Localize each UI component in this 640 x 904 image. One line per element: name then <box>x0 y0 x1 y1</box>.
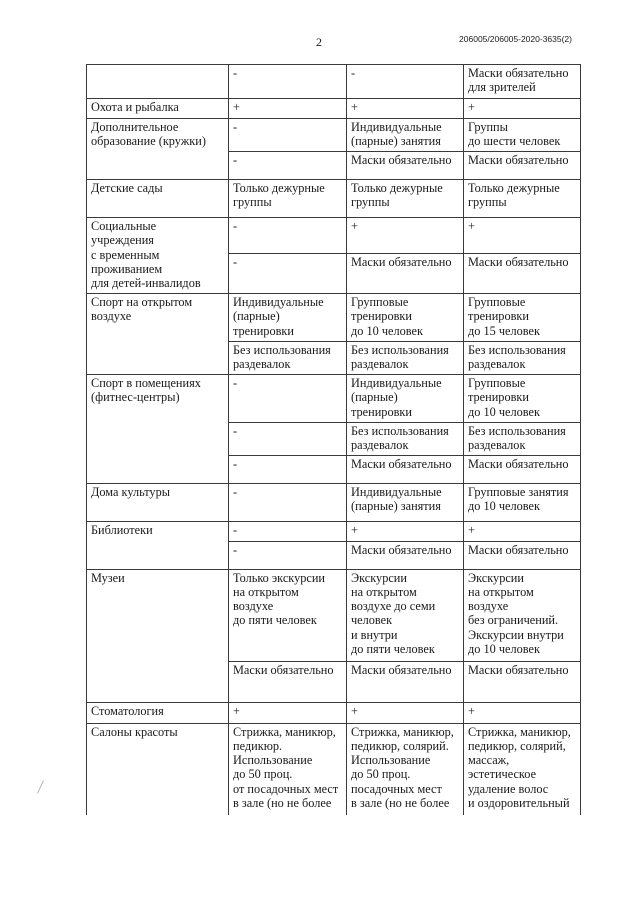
stage-1-cell: - <box>229 483 347 521</box>
stage-3-cell: Без использования раздевалок <box>464 342 581 375</box>
stage-3-cell: + <box>464 218 581 254</box>
table-row <box>87 218 581 254</box>
stage-2-cell: Групповые тренировки до 10 человек <box>347 294 464 342</box>
stage-3-cell: + <box>464 521 581 541</box>
activity-cell: Спорт на открытом воздухе <box>87 294 229 375</box>
activity-cell: Библиотеки <box>87 521 229 569</box>
activity-cell: Спорт в помещениях (фитнес-центры) <box>87 375 229 484</box>
stage-1-cell: - <box>229 152 347 180</box>
table-row <box>87 521 581 541</box>
stage-2-cell: Индивидуальные (парные) тренировки <box>347 375 464 423</box>
stage-1-cell: - <box>229 455 347 483</box>
stage-2-cell: Экскурсии на открытом воздухе до семи человек и внутри до пяти человек <box>347 569 464 661</box>
table-row <box>87 119 581 152</box>
activity-cell: Охота и рыбалка <box>87 99 229 119</box>
table-row <box>87 723 581 815</box>
stage-3-cell: Маски обязательно для зрителей <box>464 65 581 99</box>
stage-3-cell: Маски обязательно <box>464 254 581 294</box>
stage-2-cell: + <box>347 521 464 541</box>
table-row <box>87 180 581 218</box>
stage-3-cell: Групповые тренировки до 15 человек <box>464 294 581 342</box>
activity-cell: Дома культуры <box>87 483 229 521</box>
stage-1-cell: Маски обязательно <box>229 661 347 702</box>
stage-3-cell: Только дежурные группы <box>464 180 581 218</box>
stage-3-cell: Маски обязательно <box>464 455 581 483</box>
stage-1-cell: - <box>229 119 347 152</box>
stage-2-cell: Маски обязательно <box>347 541 464 569</box>
stage-1-cell: - <box>229 65 347 99</box>
stage-1-cell: - <box>229 423 347 456</box>
stage-3-cell: Групповые занятия до 10 человек <box>464 483 581 521</box>
stage-1-cell: - <box>229 375 347 423</box>
table-row <box>87 65 581 99</box>
stage-2-cell: Маски обязательно <box>347 661 464 702</box>
activity-cell: Дополнительное образование (кружки) <box>87 119 229 180</box>
scan-mark <box>37 780 44 793</box>
stage-1-cell: Только экскурсии на открытом воздухе до пяти человек <box>229 569 347 661</box>
stage-1-cell: + <box>229 99 347 119</box>
activity-cell: Стоматология <box>87 702 229 723</box>
stage-2-cell: Индивидуальные (парные) занятия <box>347 483 464 521</box>
stage-3-cell: + <box>464 99 581 119</box>
stage-1-cell: - <box>229 541 347 569</box>
activity-cell: Детские сады <box>87 180 229 218</box>
stage-2-cell: + <box>347 702 464 723</box>
stage-3-cell: Группы до шести человек <box>464 119 581 152</box>
stage-3-cell: + <box>464 702 581 723</box>
table-row <box>87 702 581 723</box>
stage-2-cell: Маски обязательно <box>347 455 464 483</box>
table-row <box>87 99 581 119</box>
stage-3-cell: Маски обязательно <box>464 541 581 569</box>
table-row <box>87 483 581 521</box>
stage-1-cell: + <box>229 702 347 723</box>
table-row <box>87 569 581 661</box>
stage-2-cell: Только дежурные группы <box>347 180 464 218</box>
activity-cell: Музеи <box>87 569 229 702</box>
stage-1-cell: Только дежурные группы <box>229 180 347 218</box>
table-row <box>87 375 581 423</box>
stage-3-cell: Стрижка, маникюр, педикюр, солярий, массаж, эстетическое удаление волос и оздоровительный <box>464 723 581 815</box>
stage-3-cell: Экскурсии на открытом воздухе без ограничений. Экскурсии внутри до 10 человек <box>464 569 581 661</box>
stage-2-cell: + <box>347 99 464 119</box>
stage-1-cell: Без использования раздевалок <box>229 342 347 375</box>
stage-2-cell: Маски обязательно <box>347 254 464 294</box>
stage-2-cell: Без использования раздевалок <box>347 342 464 375</box>
stage-2-cell: Стрижка, маникюр, педикюр, солярий. Использование до 50 проц. посадочных мест в зале (но не более <box>347 723 464 815</box>
activity-cell <box>87 65 229 99</box>
stage-1-cell: - <box>229 218 347 254</box>
stage-2-cell: - <box>347 65 464 99</box>
activity-cell: Социальные учреждения с временным проживанием для детей-инвалидов <box>87 218 229 294</box>
stage-2-cell: Индивидуальные (парные) занятия <box>347 119 464 152</box>
restrictions-table <box>86 64 581 815</box>
stage-1-cell: - <box>229 254 347 294</box>
stage-1-cell: Индивидуальные (парные) тренировки <box>229 294 347 342</box>
activity-cell: Салоны красоты <box>87 723 229 815</box>
stage-1-cell: - <box>229 521 347 541</box>
stage-3-cell: Маски обязательно <box>464 152 581 180</box>
stage-3-cell: Маски обязательно <box>464 661 581 702</box>
stage-2-cell: Без использования раздевалок <box>347 423 464 456</box>
stage-3-cell: Групповые тренировки до 10 человек <box>464 375 581 423</box>
stage-3-cell: Без использования раздевалок <box>464 423 581 456</box>
page-number: 2 <box>316 35 322 49</box>
stage-1-cell: Стрижка, маникюр, педикюр. Использование до 50 проц. от посадочных мест в зале (но не более <box>229 723 347 815</box>
stage-2-cell: + <box>347 218 464 254</box>
table-row <box>87 294 581 342</box>
document-code: 206005/206005-2020-3635(2) <box>459 34 572 44</box>
stage-2-cell: Маски обязательно <box>347 152 464 180</box>
